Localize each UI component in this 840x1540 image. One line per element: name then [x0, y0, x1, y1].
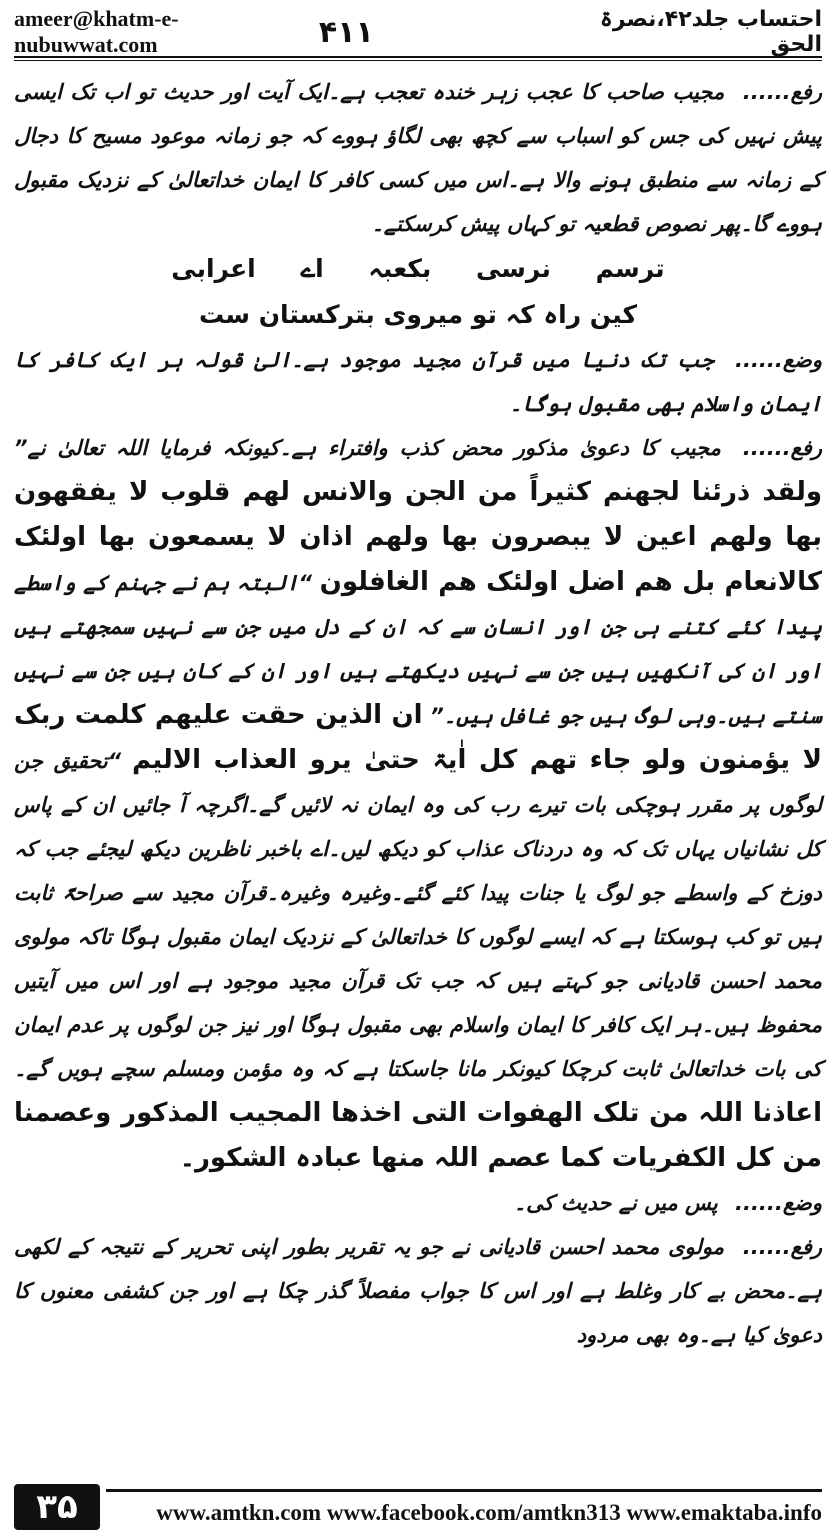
waza-label: وضع...... — [735, 348, 823, 372]
verse-word: نرسی — [476, 254, 551, 283]
header-rule — [14, 56, 822, 58]
quran-quote: ان الذین حقت علیھم کلمت ربک لا یؤمنون ولو جاء تھم کل اٰیۃ حتیٰ یرو العذاب الالیم — [14, 700, 822, 775]
quran-quote: ولقد ذرئنا لجھنم کثیراً من الجن والانس لھم قلوب لا یفقھون بھا ولھم اعین لا یبصرون بھا ولھم اذان لا یسمعون بھا اولئک کالانعام بل ھم اضل اولئک ھم الغافلون — [14, 477, 822, 597]
paragraph-rafa-1 — [14, 70, 822, 246]
paragraph-text: مجیب کا دعویٰ مذکور محض کذب وافتراء ہے۔کیونکہ فرمایا اللہ تعالیٰ نے” — [14, 436, 721, 460]
verse-word: اعرابی — [171, 254, 256, 283]
paragraph-waza-1 — [14, 338, 822, 426]
translation-text: “البتہ ہم نے جہنم کے واسطے پیدا کئے کتنے ہی جن اور انسان سے کہ ان کے دل میں جن سے نہیں سمجھتے ہیں اور ان کی آنکھیں ہیں جن سے نہیں دیکھتے ہیں اور ان کے کان ہیں جن سے نہیں سنتے ہیں۔وہی لوگ ہیں جو غافل ہیں۔” — [14, 571, 822, 728]
paragraph-text: پس میں نے حدیث کی۔ — [513, 1191, 718, 1215]
page-header — [14, 6, 822, 57]
header-email: ameer@khatm-e-nubuwwat.com — [14, 6, 179, 57]
verse-word: اے — [300, 254, 324, 283]
footer-websites: www.amtkn.com www.facebook.com/amtkn313 www.emaktaba.info — [106, 1489, 822, 1526]
persian-verse-line-1 — [14, 246, 822, 292]
paragraph-rafa-2 — [14, 426, 822, 1181]
paragraph-rafa-3 — [14, 1225, 822, 1357]
header-book-title: احتساب جلد۴۲،نصرۃ الحق — [599, 7, 822, 57]
page-footer — [14, 1482, 822, 1532]
verse-word: ترسم — [595, 254, 665, 283]
verse-word: بکعبہ — [368, 254, 432, 283]
footer-page-number: ۳۵ — [14, 1484, 100, 1530]
rafa-label: رفع...... — [742, 1235, 823, 1259]
header-page-number: ۴۱۱ — [318, 14, 374, 50]
rafa-label: رفع...... — [742, 436, 822, 460]
translation-text: “تحقیق جن لوگوں پر مقرر ہوچکی بات تیرے رب کی وہ ایمان نہ لائیں گے۔اگرچہ آ جائیں ان کے پاس کل نشانیاں یہاں تک کہ وہ دردناک عذاب کو دیکھ لیں۔اے باخبر ناظرین دیکھ لیجئے جب کہ دوزخ کے واسطے جو لوگ یا جنات پیدا کئے گئے۔وغیرہ وغیرہ۔قرآن مجید سے صراحۃً ثابت ہیں تو کب ہوسکتا ہے کہ ایسے لوگوں کا خداتعالیٰ کے نزدیک ایمان مقبول ہوگا تاکہ مولوی محمد احسن قادیانی جو کہتے ہیں کہ جب تک قرآن مجید موجود ہے اور اس میں آیتیں محفوظ ہیں۔ہر ایک کافر کا ایمان واسلام بھی مقبول ہوگا اور نیز جن لوگوں پر عدم ایمان کی بات خداتعالیٰ ثابت کرچکا کیونکر مانا جاسکتا ہے کہ وہ مؤمن ومسلم سچے ہویں گے۔ — [14, 749, 822, 1081]
waza-label: وضع...... — [734, 1191, 822, 1215]
paragraph-text: مولوی محمد احسن قادیانی نے جو یہ تقریر بطور اپنی تحریر کے نتیجہ کے لکھی ہے۔محض بے کار وغلط ہے اور اس کا جواب مفصلاً گذر چکا ہے اور جن کشفی معنوں کا دعویٰ کیا ہے۔وہ بھی مردود — [14, 1235, 822, 1347]
paragraph-text: مجیب صاحب کا عجب زہر خندہ تعجب ہے۔ایک آیت اور حدیث تو اب تک ایسی پیش نہیں کی جس کو اسباب سے کچھ بھی لگاؤ ہووے کہ جو زمانہ موعود مسیح کا دجال کے زمانہ سے منطبق ہونے والا ہے۔اس میں کسی کافر کا ایمان خداتعالیٰ کے نزدیک مقبول ہووے گا۔پھر نصوص قطعیہ تو کہاں پیش کرسکتے۔ — [14, 80, 822, 236]
paragraph-text: جب تک دنیا میں قرآن مجید موجود ہے۔الیٰ قولہ ہر ایک کافر کا ایمان واسلام بھی مقبول ہوگا۔ — [14, 348, 822, 416]
persian-verse-line-2: کین راہ کہ تو میروی بترکستان ست — [198, 300, 638, 329]
header-rule-thin — [14, 60, 822, 61]
page-body — [14, 70, 822, 1470]
arabic-supplication: اعاذنا اللہ من تلک الھفوات التی اخذھا المجیب المذکور وعصمنا من کل الکفریات کما عصم اللہ منھا عبادہ الشکور۔ — [14, 1098, 822, 1173]
rafa-label: رفع...... — [742, 80, 822, 104]
paragraph-waza-2 — [14, 1181, 822, 1225]
